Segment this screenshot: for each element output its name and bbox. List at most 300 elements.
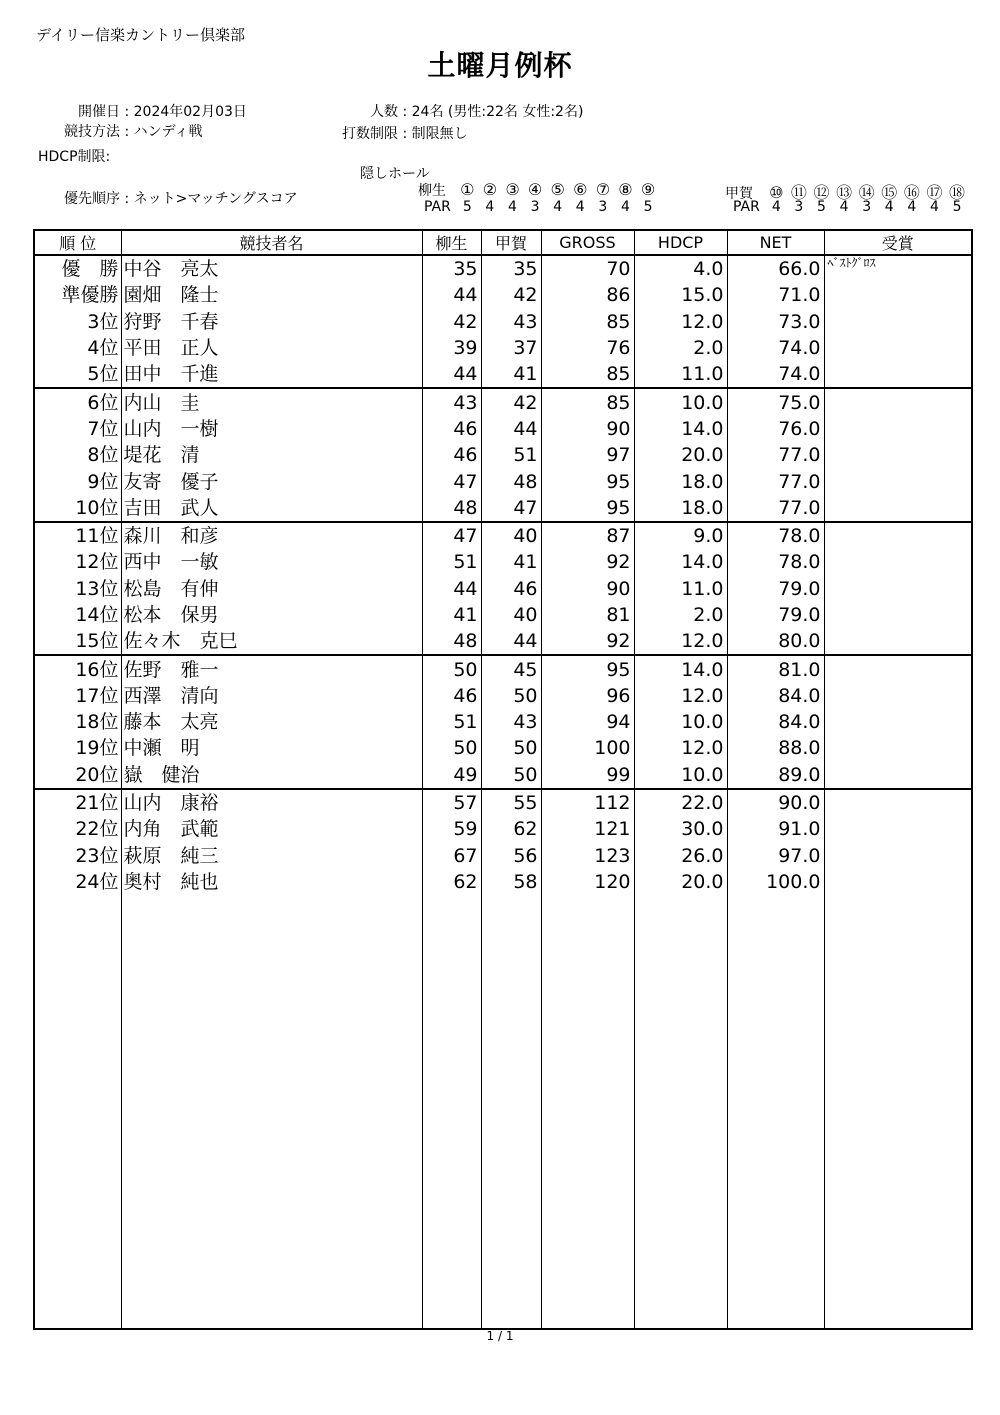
hdcp-value: 12.0 [634, 309, 727, 335]
priority-label: 優先順序 [64, 191, 120, 207]
rank-cell: 22位 [34, 816, 121, 842]
in-course-pars [733, 199, 968, 215]
gross-score: 95 [541, 655, 634, 682]
out-score: 62 [422, 869, 481, 895]
out-course-holes [418, 180, 659, 200]
hole-number: ② [482, 180, 498, 199]
hole-number: ⑨ [640, 180, 656, 199]
in-score: 44 [481, 628, 541, 655]
hdcp-value: 4.0 [634, 255, 727, 282]
net-score: 76.0 [727, 416, 824, 442]
hole-number: ⑫ [813, 183, 830, 202]
player-name: 堤花 清 [121, 442, 422, 468]
gross-score: 100 [541, 735, 634, 761]
in-score: 58 [481, 869, 541, 895]
hole-par: 5 [643, 199, 653, 215]
rank-cell: 8位 [34, 442, 121, 468]
header-in: 甲賀 [481, 230, 541, 255]
award-cell [824, 416, 972, 442]
hdcp-value: 18.0 [634, 468, 727, 494]
rank-cell: 準優勝 [34, 282, 121, 308]
rank-cell: 18位 [34, 709, 121, 735]
out-score: 51 [422, 549, 481, 575]
empty-cell [422, 895, 481, 1329]
empty-cell [481, 895, 541, 1329]
table-row [34, 416, 972, 442]
in-score: 55 [481, 789, 541, 816]
out-score: 44 [422, 576, 481, 602]
hole-par: 4 [929, 199, 939, 215]
in-score: 50 [481, 683, 541, 709]
rank-cell: 13位 [34, 576, 121, 602]
table-row [34, 549, 972, 575]
hole-par: 5 [952, 199, 962, 215]
hole-par: 5 [462, 199, 472, 215]
hole-number: ⑬ [836, 183, 853, 202]
net-score: 66.0 [727, 255, 824, 282]
hdcp-value: 30.0 [634, 816, 727, 842]
rank-cell: 17位 [34, 683, 121, 709]
hole-number: ① [460, 180, 475, 199]
hdcp-value: 14.0 [634, 416, 727, 442]
people-value: 24名 (男性:22名 女性:2名) [411, 104, 584, 120]
hole-par: 3 [862, 199, 872, 215]
page-title: 土曜月例杯 [427, 49, 573, 82]
gross-score: 97 [541, 442, 634, 468]
table-row [34, 655, 972, 682]
player-name: 佐野 雅一 [121, 655, 422, 682]
hole-par: 4 [575, 199, 585, 215]
out-score: 46 [422, 416, 481, 442]
player-name: 吉田 武人 [121, 495, 422, 522]
player-name: 西澤 清向 [121, 683, 422, 709]
rank-cell: 9位 [34, 468, 121, 494]
table-row [34, 843, 972, 869]
out-score: 59 [422, 816, 481, 842]
in-score: 43 [481, 709, 541, 735]
hole-number: ⑱ [949, 183, 966, 202]
date-value: 2024年02月03日 [133, 104, 247, 120]
table-row [34, 869, 972, 895]
player-name: 園畑 隆士 [121, 282, 422, 308]
hole-par: 4 [620, 199, 630, 215]
player-name: 田中 千進 [121, 361, 422, 388]
award-cell [824, 843, 972, 869]
hdcp-value: 10.0 [634, 762, 727, 789]
table-row [34, 361, 972, 388]
table-row [34, 388, 972, 415]
award-cell [824, 762, 972, 789]
in-score: 37 [481, 335, 541, 361]
in-score: 51 [481, 442, 541, 468]
gross-score: 70 [541, 255, 634, 282]
rank-cell: 7位 [34, 416, 121, 442]
award-cell [824, 309, 972, 335]
table-row [34, 683, 972, 709]
hidden-holes-label: 隠しホール [360, 166, 430, 182]
rank-cell: 21位 [34, 789, 121, 816]
out-score: 48 [422, 628, 481, 655]
net-score: 71.0 [727, 282, 824, 308]
award-cell [824, 709, 972, 735]
gross-score: 94 [541, 709, 634, 735]
award-cell [824, 576, 972, 602]
results-table [33, 229, 973, 1330]
in-score: 44 [481, 416, 541, 442]
empty-cell [824, 895, 972, 1329]
in-score: 41 [481, 549, 541, 575]
hdcp-value: 9.0 [634, 522, 727, 549]
club-name: デイリー信楽カントリー倶楽部 [36, 26, 245, 44]
player-name: 中瀬 明 [121, 735, 422, 761]
hole-par: 4 [839, 199, 849, 215]
hdcp-value: 11.0 [634, 576, 727, 602]
rank-cell: 3位 [34, 309, 121, 335]
table-row [34, 468, 972, 494]
net-score: 77.0 [727, 468, 824, 494]
gross-score: 90 [541, 576, 634, 602]
out-score: 43 [422, 388, 481, 415]
header-net: NET [727, 230, 824, 255]
player-name: 松島 有伸 [121, 576, 422, 602]
gross-score: 92 [541, 549, 634, 575]
net-score: 89.0 [727, 762, 824, 789]
hdcp-value: 2.0 [634, 335, 727, 361]
award-cell [824, 522, 972, 549]
in-score: 43 [481, 309, 541, 335]
net-score: 74.0 [727, 335, 824, 361]
gross-score: 85 [541, 361, 634, 388]
date-row [40, 101, 247, 121]
award-cell [824, 735, 972, 761]
rank-cell: 優 勝 [34, 255, 121, 282]
player-name: 西中 一敏 [121, 549, 422, 575]
award-cell [824, 468, 972, 494]
gross-score: 112 [541, 789, 634, 816]
player-name: 松本 保男 [121, 602, 422, 628]
gross-score: 87 [541, 522, 634, 549]
rank-cell: 19位 [34, 735, 121, 761]
table-row [34, 789, 972, 816]
rank-cell: 15位 [34, 628, 121, 655]
out-score: 39 [422, 335, 481, 361]
award-cell [824, 869, 972, 895]
gross-score: 95 [541, 468, 634, 494]
in-score: 41 [481, 361, 541, 388]
net-score: 80.0 [727, 628, 824, 655]
net-score: 88.0 [727, 735, 824, 761]
award-cell [824, 816, 972, 842]
award-cell [824, 628, 972, 655]
page-number: 1 / 1 [486, 1329, 514, 1343]
in-score: 35 [481, 255, 541, 282]
table-header-row [34, 230, 972, 255]
header-hdcp: HDCP [634, 230, 727, 255]
out-score: 46 [422, 683, 481, 709]
strokes-value: 制限無し [411, 126, 468, 142]
hdcp-value: 20.0 [634, 442, 727, 468]
gross-score: 120 [541, 869, 634, 895]
gross-score: 123 [541, 843, 634, 869]
colon: : [124, 104, 134, 120]
hole-number: ⑦ [595, 180, 611, 199]
out-score: 57 [422, 789, 481, 816]
net-score: 81.0 [727, 655, 824, 682]
table-row [34, 282, 972, 308]
net-score: 90.0 [727, 789, 824, 816]
header-rank: 順 位 [34, 230, 121, 255]
out-score: 50 [422, 735, 481, 761]
table-row [34, 576, 972, 602]
hole-number: ⑥ [573, 180, 588, 199]
in-score: 50 [481, 762, 541, 789]
gross-score: 121 [541, 816, 634, 842]
rank-cell: 24位 [34, 869, 121, 895]
hdcp-value: 12.0 [634, 628, 727, 655]
hole-par: 4 [553, 199, 563, 215]
in-score: 47 [481, 495, 541, 522]
out-score: 41 [422, 602, 481, 628]
out-par-values [456, 199, 659, 215]
award-cell [824, 549, 972, 575]
net-score: 79.0 [727, 602, 824, 628]
award-cell [824, 388, 972, 415]
in-score: 50 [481, 735, 541, 761]
rank-cell: 23位 [34, 843, 121, 869]
player-name: 山内 康裕 [121, 789, 422, 816]
hdcp-value: 18.0 [634, 495, 727, 522]
empty-filler-row [34, 895, 972, 1329]
out-score: 46 [422, 442, 481, 468]
player-name: 佐々木 克巳 [121, 628, 422, 655]
out-score: 47 [422, 522, 481, 549]
player-name: 狩野 千春 [121, 309, 422, 335]
player-name: 山内 一樹 [121, 416, 422, 442]
hole-number: ⑰ [926, 183, 943, 202]
rank-cell: 16位 [34, 655, 121, 682]
net-score: 100.0 [727, 869, 824, 895]
gross-score: 90 [541, 416, 634, 442]
header-award: 受賞 [824, 230, 972, 255]
hdcp-value: 11.0 [634, 361, 727, 388]
hdcp-value: 10.0 [634, 388, 727, 415]
hole-number: ⑯ [903, 183, 920, 202]
header-out: 柳生 [422, 230, 481, 255]
out-score: 44 [422, 282, 481, 308]
rank-cell: 11位 [34, 522, 121, 549]
table-row [34, 309, 972, 335]
date-label: 開催日 [78, 104, 120, 120]
rank-cell: 6位 [34, 388, 121, 415]
gross-score: 76 [541, 335, 634, 361]
gross-score: 99 [541, 762, 634, 789]
rank-cell: 20位 [34, 762, 121, 789]
method-value: ハンディ戦 [133, 124, 203, 140]
hdcp-value: 12.0 [634, 735, 727, 761]
award-cell [824, 655, 972, 682]
hdcp-value: 10.0 [634, 709, 727, 735]
hole-number: ③ [505, 180, 520, 199]
net-score: 73.0 [727, 309, 824, 335]
hole-par: 4 [907, 199, 917, 215]
strokes-row [320, 123, 468, 143]
award-cell [824, 495, 972, 522]
empty-cell [121, 895, 422, 1329]
hdcp-value: 12.0 [634, 683, 727, 709]
hole-par: 4 [508, 199, 517, 215]
net-score: 78.0 [727, 549, 824, 575]
award-cell: ﾍﾞｽﾄｸﾞﾛｽ [824, 255, 972, 282]
table-row [34, 628, 972, 655]
out-hole-numbers [456, 180, 659, 199]
player-name: 友寄 優子 [121, 468, 422, 494]
out-par-label: PAR [424, 199, 451, 215]
net-score: 78.0 [727, 522, 824, 549]
net-score: 75.0 [727, 388, 824, 415]
net-score: 74.0 [727, 361, 824, 388]
out-course-pars [424, 199, 659, 215]
in-score: 56 [481, 843, 541, 869]
net-score: 91.0 [727, 816, 824, 842]
method-label: 競技方法 [64, 124, 120, 140]
gross-score: 81 [541, 602, 634, 628]
table-row [34, 255, 972, 282]
out-score: 44 [422, 361, 481, 388]
player-name: 藤本 太亮 [121, 709, 422, 735]
out-score: 35 [422, 255, 481, 282]
hole-par: 4 [884, 199, 894, 215]
gross-score: 96 [541, 683, 634, 709]
hdcp-value: 20.0 [634, 869, 727, 895]
hole-number: ⑪ [790, 183, 807, 202]
award-cell [824, 442, 972, 468]
rank-cell: 14位 [34, 602, 121, 628]
hole-par: 3 [530, 199, 540, 215]
out-score: 51 [422, 709, 481, 735]
table-row [34, 335, 972, 361]
award-cell [824, 282, 972, 308]
rank-cell: 10位 [34, 495, 121, 522]
hdcp-value: 14.0 [634, 549, 727, 575]
in-score: 45 [481, 655, 541, 682]
hole-par: 3 [794, 199, 804, 215]
out-score: 49 [422, 762, 481, 789]
award-cell [824, 602, 972, 628]
hdcp-value: 26.0 [634, 843, 727, 869]
award-cell [824, 683, 972, 709]
player-name: 嶽 健治 [121, 762, 422, 789]
hdcp-value: 14.0 [634, 655, 727, 682]
hole-number: ⑤ [550, 180, 565, 199]
gross-score: 92 [541, 628, 634, 655]
in-score: 62 [481, 816, 541, 842]
table-row [34, 602, 972, 628]
out-score: 42 [422, 309, 481, 335]
hole-number: ⑧ [618, 180, 633, 199]
in-par-values [765, 199, 968, 215]
empty-cell [34, 895, 121, 1329]
in-score: 40 [481, 602, 541, 628]
award-cell [824, 789, 972, 816]
empty-cell [727, 895, 824, 1329]
player-name: 奥村 純也 [121, 869, 422, 895]
award-cell [824, 335, 972, 361]
table-row [34, 816, 972, 842]
in-score: 42 [481, 282, 541, 308]
empty-cell [541, 895, 634, 1329]
player-name: 平田 正人 [121, 335, 422, 361]
net-score: 77.0 [727, 442, 824, 468]
out-score: 48 [422, 495, 481, 522]
net-score: 77.0 [727, 495, 824, 522]
priority-row [40, 188, 298, 208]
hole-par: 3 [598, 199, 608, 215]
empty-cell [634, 895, 727, 1329]
net-score: 84.0 [727, 683, 824, 709]
in-score: 42 [481, 388, 541, 415]
table-row [34, 495, 972, 522]
rank-cell: 5位 [34, 361, 121, 388]
colon: : [124, 191, 134, 207]
hole-par: 4 [771, 199, 781, 215]
in-score: 48 [481, 468, 541, 494]
strokes-label: 打数制限 [342, 126, 398, 142]
rank-cell: 12位 [34, 549, 121, 575]
in-score: 40 [481, 522, 541, 549]
hole-number: ⑩ [769, 183, 784, 202]
hdcp-limit-label: HDCP制限: [38, 149, 111, 165]
out-score: 50 [422, 655, 481, 682]
net-score: 79.0 [727, 576, 824, 602]
rank-cell: 4位 [34, 335, 121, 361]
table-row [34, 442, 972, 468]
hole-number: ④ [527, 180, 543, 199]
people-label: 人数 [370, 104, 398, 120]
out-score: 67 [422, 843, 481, 869]
in-course-name: 甲賀 [725, 186, 753, 202]
table-row [34, 522, 972, 549]
hole-par: 5 [817, 199, 826, 215]
gross-score: 95 [541, 495, 634, 522]
table-row [34, 762, 972, 789]
hole-par: 4 [485, 199, 495, 215]
net-score: 84.0 [727, 709, 824, 735]
header-gross: GROSS [541, 230, 634, 255]
player-name: 中谷 亮太 [121, 255, 422, 282]
net-score: 97.0 [727, 843, 824, 869]
hole-number: ⑭ [858, 183, 875, 202]
out-course-name: 柳生 [418, 183, 446, 199]
table-row [34, 735, 972, 761]
hdcp-value: 22.0 [634, 789, 727, 816]
colon: : [124, 124, 134, 140]
colon: : [402, 126, 412, 142]
method-row [40, 121, 203, 141]
priority-value: ネット>マッチングスコア [133, 191, 298, 207]
hole-number: ⑮ [881, 183, 898, 202]
player-name: 萩原 純三 [121, 843, 422, 869]
colon: : [402, 104, 412, 120]
in-par-label: PAR [733, 199, 760, 215]
award-cell [824, 361, 972, 388]
out-score: 47 [422, 468, 481, 494]
gross-score: 85 [541, 309, 634, 335]
in-score: 46 [481, 576, 541, 602]
hdcp-value: 2.0 [634, 602, 727, 628]
gross-score: 86 [541, 282, 634, 308]
player-name: 内山 圭 [121, 388, 422, 415]
hdcp-value: 15.0 [634, 282, 727, 308]
